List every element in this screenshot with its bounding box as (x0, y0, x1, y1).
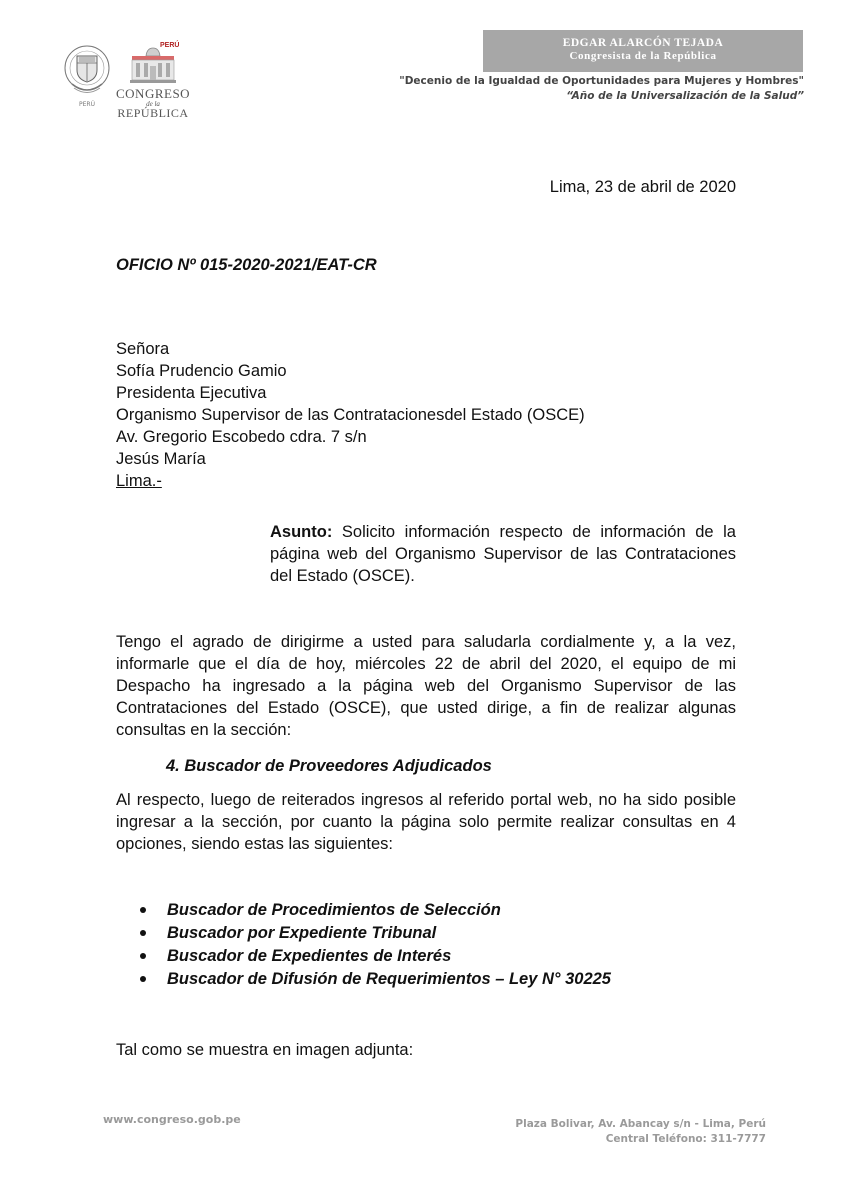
address-city: Lima.- (116, 472, 162, 490)
footer-website: www.congreso.gob.pe (103, 1113, 241, 1126)
letter-date: Lima, 23 de abril de 2020 (549, 178, 736, 196)
paragraph-intro: Tengo el agrado de dirigirme a usted para saludarla cordialmente y, a la vez, informarle que el día de hoy, miércoles 22 de abril del 2020, el equipo de mi Despacho ha ingresado a la página web del Organismo Supervisor de las Contrataciones del Estado (OSCE), que usted dirige, a fin de realizar algunas consultas en la sección: (116, 633, 736, 739)
list-item-text: Buscador de Expedientes de Interés (167, 947, 452, 965)
logo-peru-text: PERÚ (160, 42, 180, 49)
svg-text:PERÚ: PERÚ (79, 101, 95, 108)
address-line: Jesús María (116, 450, 206, 468)
bullet-icon (140, 930, 146, 936)
closing-line: Tal como se muestra en imagen adjunta: (116, 1041, 414, 1059)
paragraph-issue: Al respecto, luego de reiterados ingresos al referido portal web, no ha sido posible ingresar a la sección, por cuanto la página solo permite realizar consultas en 4 opciones, siendo estas las siguientes: (116, 791, 736, 853)
peru-coat-of-arms-icon (62, 44, 112, 112)
bullet-icon (140, 907, 146, 913)
list-item-text: Buscador por Expediente Tribunal (167, 924, 437, 942)
address-line: Sofía Prudencio Gamio (116, 362, 287, 380)
congressman-name-box (483, 30, 803, 72)
list-item (140, 945, 611, 968)
address-line: Av. Gregorio Escobedo cdra. 7 s/n (116, 428, 367, 446)
list-item-text: Buscador de Procedimientos de Selección (167, 901, 501, 919)
congressman-name: EDGAR ALARCÓN TEJADA (562, 37, 724, 49)
congreso-logo (116, 42, 190, 120)
congressman-role: Congresista de la República (569, 50, 717, 62)
address-line: Organismo Supervisor de las Contratacionesdel Estado (OSCE) (116, 406, 585, 424)
decenio-slogan: "Decenio de la Igualdad de Oportunidades para Mujeres y Hombres" (399, 75, 804, 87)
logo-congreso-text: CONGRESO (116, 86, 191, 101)
congress-building-icon (128, 46, 178, 84)
list-item (140, 899, 611, 922)
footer-phone: Central Teléfono: 311-7777 (605, 1133, 766, 1145)
oficio-number: OFICIO Nº 015-2020-2021/EAT-CR (116, 256, 377, 274)
logo-dela-text: de la (146, 100, 160, 108)
search-options-list (140, 899, 611, 991)
section-title: 4. Buscador de Proveedores Adjudicados (166, 757, 492, 775)
logo-republica-text: REPÚBLICA (117, 106, 189, 120)
asunto-text: Solicito información respecto de información de la página web del Organismo Supervisor de las Contrataciones del Estado (OSCE). (270, 523, 736, 585)
asunto-block (270, 521, 736, 587)
footer-address: Plaza Bolivar, Av. Abancay s/n - Lima, Perú (515, 1118, 766, 1130)
list-item (140, 922, 611, 945)
address-line: Señora (116, 340, 170, 358)
bullet-icon (140, 976, 146, 982)
address-line: Presidenta Ejecutiva (116, 384, 267, 402)
asunto-label: Asunto: (270, 523, 333, 541)
bullet-icon (140, 953, 146, 959)
list-item (140, 968, 611, 991)
anio-slogan: “Año de la Universalización de la Salud” (566, 90, 804, 102)
list-item-text: Buscador de Difusión de Requerimientos – Ley N° 30225 (167, 970, 611, 988)
recipient-address (116, 338, 585, 492)
